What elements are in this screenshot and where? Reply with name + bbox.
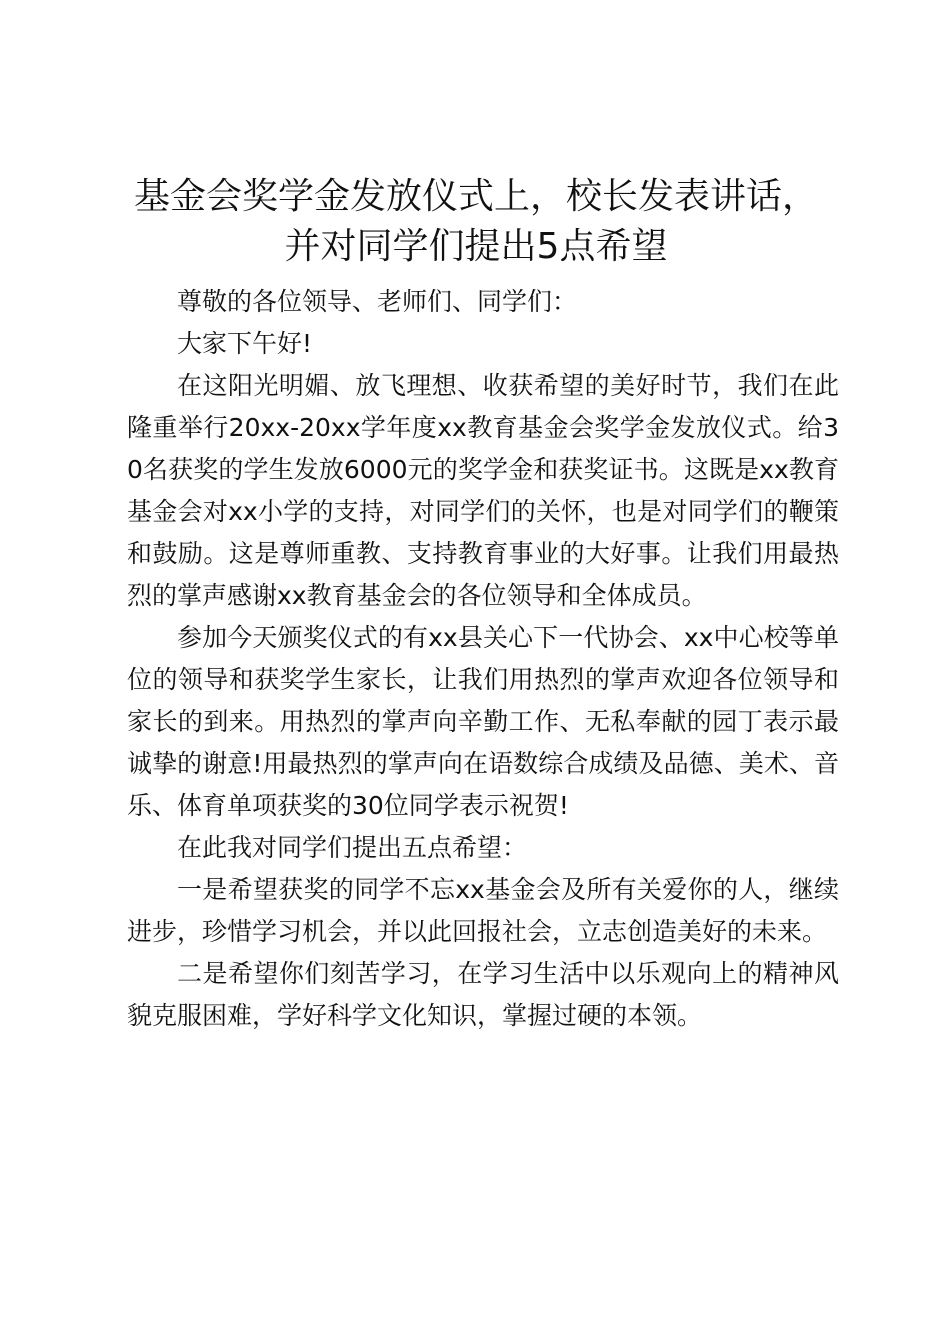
paragraph-salutation: 尊敬的各位领导、老师们、同学们： <box>177 287 578 316</box>
document-title: 基金会奖学金发放仪式上，校长发表讲话，并对同学们提出5点希望 <box>133 176 818 267</box>
paragraph-hope-two: 二是希望你们刻苦学习，在学习生活中以乐观向上的精神风貌克服困难，学好科学文化知识，掌握过硬的本领。 <box>127 959 839 1030</box>
paragraph-greeting: 大家下午好! <box>177 329 313 358</box>
paragraph-guests-thanks: 参加今天颁奖仪式的有xx县关心下一代协会、xx中心校等单位的领导和获奖学生家长，让我们用热烈的掌声欢迎各位领导和家长的到来。用热烈的掌声向辛勤工作、无私奉献的园丁表示最诚挚的谢意!用最热烈的掌声向在语数综合成绩及品德、美术、音乐、体育单项获奖的30位同学表示祝贺! <box>127 623 839 820</box>
document-body <box>127 281 839 1037</box>
paragraph-ceremony-intro: 在这阳光明媚、放飞理想、收获希望的美好时节，我们在此隆重举行20xx-20xx学年度xx教育基金会奖学金发放仪式。给30名获奖的学生发放6000元的奖学金和获奖证书。这既是xx教育基金会对xx小学的支持，对同学们的关怀，也是对同学们的鞭策和鼓励。这是尊师重教、支持教育事业的大好事。让我们用最热烈的掌声感谢xx教育基金会的各位领导和全体成员。 <box>127 371 839 610</box>
paragraph-hopes-intro: 在此我对同学们提出五点希望： <box>177 833 528 862</box>
paragraph-hope-one: 一是希望获奖的同学不忘xx基金会及所有关爱你的人，继续进步，珍惜学习机会，并以此回报社会，立志创造美好的未来。 <box>127 875 839 946</box>
